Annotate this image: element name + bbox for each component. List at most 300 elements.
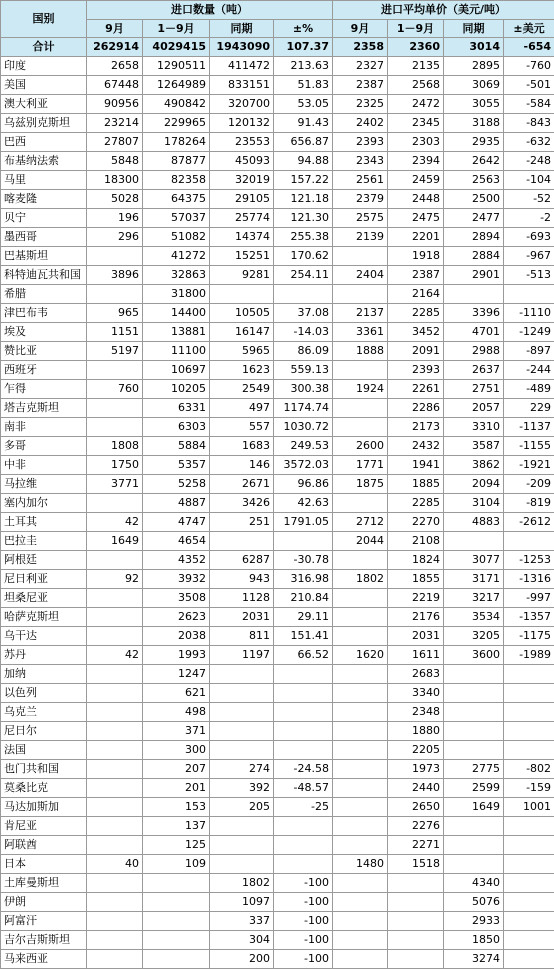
cell-price-ytd: 2108 xyxy=(388,532,444,551)
total-price-change: -654 xyxy=(504,38,554,57)
total-qty-ytd: 4029415 xyxy=(143,38,210,57)
cell-qty-ytd: 4654 xyxy=(143,532,210,551)
table-row xyxy=(1,532,554,551)
cell-qty-sep xyxy=(87,893,143,912)
cell-qty-sep: 42 xyxy=(87,513,143,532)
cell-price-change xyxy=(504,722,554,741)
table-row xyxy=(1,665,554,684)
cell-qty-sep xyxy=(87,741,143,760)
cell-price-change xyxy=(504,836,554,855)
cell-price-ytd: 2348 xyxy=(388,703,444,722)
cell-qty-change: 53.05 xyxy=(274,95,333,114)
table-row xyxy=(1,133,554,152)
cell-qty-prior: 15251 xyxy=(210,247,274,266)
cell-price-prior: 2884 xyxy=(444,247,504,266)
cell-price-prior: 3587 xyxy=(444,437,504,456)
cell-country: 美国 xyxy=(1,76,87,95)
cell-qty-prior: 2549 xyxy=(210,380,274,399)
cell-qty-prior xyxy=(210,684,274,703)
cell-price-prior: 2477 xyxy=(444,209,504,228)
cell-qty-ytd: 137 xyxy=(143,817,210,836)
cell-qty-prior: 120132 xyxy=(210,114,274,133)
cell-qty-ytd: 5884 xyxy=(143,437,210,456)
cell-qty-change: 170.62 xyxy=(274,247,333,266)
total-price-prior: 3014 xyxy=(444,38,504,57)
cell-qty-prior xyxy=(210,855,274,874)
sub-header-qty-change: ±% xyxy=(274,20,333,38)
table-row xyxy=(1,589,554,608)
cell-price-prior xyxy=(444,722,504,741)
cell-country: 津巴布韦 xyxy=(1,304,87,323)
cell-qty-ytd xyxy=(143,912,210,931)
cell-country: 阿根廷 xyxy=(1,551,87,570)
table-row xyxy=(1,456,554,475)
table-row xyxy=(1,608,554,627)
cell-price-sep xyxy=(333,817,388,836)
cell-price-sep xyxy=(333,874,388,893)
cell-country: 莫桑比克 xyxy=(1,779,87,798)
sub-header-qty-ytd: 1－9月 xyxy=(143,20,210,38)
cell-price-sep: 2402 xyxy=(333,114,388,133)
cell-price-prior xyxy=(444,741,504,760)
cell-price-change: -513 xyxy=(504,266,554,285)
cell-qty-ytd: 498 xyxy=(143,703,210,722)
cell-qty-sep: 42 xyxy=(87,646,143,665)
cell-price-change: -997 xyxy=(504,589,554,608)
cell-qty-prior: 1097 xyxy=(210,893,274,912)
cell-qty-prior: 10505 xyxy=(210,304,274,323)
cell-price-sep: 1875 xyxy=(333,475,388,494)
cell-price-ytd: 2219 xyxy=(388,589,444,608)
cell-country: 尼日尔 xyxy=(1,722,87,741)
cell-qty-prior xyxy=(210,817,274,836)
cell-qty-change: 37.08 xyxy=(274,304,333,323)
cell-price-sep xyxy=(333,361,388,380)
table-row xyxy=(1,627,554,646)
cell-qty-ytd: 300 xyxy=(143,741,210,760)
cell-price-prior xyxy=(444,703,504,722)
cell-qty-sep xyxy=(87,798,143,817)
sub-header-price-ytd: 1－9月 xyxy=(388,20,444,38)
cell-qty-sep: 296 xyxy=(87,228,143,247)
cell-qty-change: 316.98 xyxy=(274,570,333,589)
cell-qty-sep xyxy=(87,361,143,380)
cell-price-ytd: 1973 xyxy=(388,760,444,779)
table-row xyxy=(1,551,554,570)
cell-qty-sep: 1750 xyxy=(87,456,143,475)
cell-country: 土耳其 xyxy=(1,513,87,532)
cell-qty-sep: 90956 xyxy=(87,95,143,114)
cell-country: 埃及 xyxy=(1,323,87,342)
cell-price-change: 229 xyxy=(504,399,554,418)
table-row xyxy=(1,76,554,95)
total-row xyxy=(1,38,554,57)
cell-price-change xyxy=(504,931,554,950)
cell-country: 马里 xyxy=(1,171,87,190)
cell-price-sep xyxy=(333,950,388,969)
cell-price-ytd xyxy=(388,950,444,969)
cell-price-prior: 3534 xyxy=(444,608,504,627)
table-row xyxy=(1,475,554,494)
cell-qty-change: 1174.74 xyxy=(274,399,333,418)
cell-price-sep: 2137 xyxy=(333,304,388,323)
cell-qty-change: 121.18 xyxy=(274,190,333,209)
cell-price-change xyxy=(504,950,554,969)
cell-qty-change: 559.13 xyxy=(274,361,333,380)
cell-country: 乌克兰 xyxy=(1,703,87,722)
cell-price-ytd: 2459 xyxy=(388,171,444,190)
cell-qty-ytd: 32863 xyxy=(143,266,210,285)
cell-qty-prior: 2671 xyxy=(210,475,274,494)
cell-qty-change: 213.63 xyxy=(274,57,333,76)
cell-qty-sep xyxy=(87,874,143,893)
cell-qty-ytd: 4352 xyxy=(143,551,210,570)
country-column-header: 国别 xyxy=(1,1,87,38)
cell-qty-change: 656.87 xyxy=(274,133,333,152)
cell-price-prior: 3217 xyxy=(444,589,504,608)
cell-qty-change xyxy=(274,722,333,741)
cell-price-sep: 3361 xyxy=(333,323,388,342)
cell-qty-sep xyxy=(87,494,143,513)
cell-price-change xyxy=(504,817,554,836)
cell-qty-change xyxy=(274,741,333,760)
cell-qty-ytd xyxy=(143,893,210,912)
cell-qty-sep: 1808 xyxy=(87,437,143,456)
cell-price-change xyxy=(504,893,554,912)
cell-price-change xyxy=(504,532,554,551)
cell-price-sep xyxy=(333,494,388,513)
cell-price-change: 1001 xyxy=(504,798,554,817)
cell-price-sep: 2139 xyxy=(333,228,388,247)
cell-qty-ytd: 125 xyxy=(143,836,210,855)
cell-qty-prior: 251 xyxy=(210,513,274,532)
cell-price-ytd: 2285 xyxy=(388,304,444,323)
table-row xyxy=(1,874,554,893)
cell-price-prior xyxy=(444,665,504,684)
cell-price-change: -843 xyxy=(504,114,554,133)
cell-qty-sep: 760 xyxy=(87,380,143,399)
table-row xyxy=(1,494,554,513)
cell-price-change: -248 xyxy=(504,152,554,171)
cell-country: 赞比亚 xyxy=(1,342,87,361)
cell-price-prior: 3862 xyxy=(444,456,504,475)
cell-country: 加纳 xyxy=(1,665,87,684)
import-price-header: 进口平均单价（美元/吨） xyxy=(333,1,554,20)
cell-price-prior: 2637 xyxy=(444,361,504,380)
cell-price-ytd: 2650 xyxy=(388,798,444,817)
cell-qty-sep xyxy=(87,703,143,722)
cell-country: 马拉维 xyxy=(1,475,87,494)
cell-price-prior: 2935 xyxy=(444,133,504,152)
cell-price-sep: 2575 xyxy=(333,209,388,228)
cell-price-sep: 2343 xyxy=(333,152,388,171)
table-row xyxy=(1,684,554,703)
table-row xyxy=(1,893,554,912)
table-row xyxy=(1,399,554,418)
cell-price-ytd xyxy=(388,931,444,950)
cell-qty-change: 157.22 xyxy=(274,171,333,190)
cell-price-sep xyxy=(333,247,388,266)
cell-price-change: -1921 xyxy=(504,456,554,475)
cell-price-change xyxy=(504,285,554,304)
cell-qty-change: 86.09 xyxy=(274,342,333,361)
cell-price-ytd: 2432 xyxy=(388,437,444,456)
cell-price-prior: 3171 xyxy=(444,570,504,589)
cell-qty-sep xyxy=(87,722,143,741)
table-row xyxy=(1,285,554,304)
cell-qty-prior: 1683 xyxy=(210,437,274,456)
cell-qty-sep xyxy=(87,551,143,570)
cell-qty-sep: 3896 xyxy=(87,266,143,285)
table-row xyxy=(1,570,554,589)
cell-price-change: -693 xyxy=(504,228,554,247)
cell-qty-ytd: 3508 xyxy=(143,589,210,608)
cell-country: 土库曼斯坦 xyxy=(1,874,87,893)
cell-qty-change xyxy=(274,665,333,684)
cell-qty-ytd: 621 xyxy=(143,684,210,703)
table-row xyxy=(1,323,554,342)
cell-qty-change: 1791.05 xyxy=(274,513,333,532)
cell-qty-change: 254.11 xyxy=(274,266,333,285)
cell-price-change xyxy=(504,741,554,760)
table-row xyxy=(1,703,554,722)
cell-qty-ytd: 51082 xyxy=(143,228,210,247)
cell-price-ytd: 2091 xyxy=(388,342,444,361)
cell-price-ytd: 1941 xyxy=(388,456,444,475)
cell-qty-change: -100 xyxy=(274,950,333,969)
cell-price-prior: 5076 xyxy=(444,893,504,912)
cell-country: 吉尔吉斯斯坦 xyxy=(1,931,87,950)
cell-price-change xyxy=(504,912,554,931)
cell-price-prior: 3205 xyxy=(444,627,504,646)
cell-qty-change: 66.52 xyxy=(274,646,333,665)
cell-price-prior xyxy=(444,836,504,855)
cell-price-change xyxy=(504,665,554,684)
cell-price-sep: 1888 xyxy=(333,342,388,361)
cell-qty-change: 94.88 xyxy=(274,152,333,171)
cell-price-change: -1137 xyxy=(504,418,554,437)
cell-price-prior xyxy=(444,817,504,836)
table-row xyxy=(1,950,554,969)
table-row xyxy=(1,646,554,665)
cell-qty-ytd xyxy=(143,931,210,950)
cell-qty-ytd: 5357 xyxy=(143,456,210,475)
table-row xyxy=(1,931,554,950)
cell-country: 西班牙 xyxy=(1,361,87,380)
cell-qty-ytd: 1993 xyxy=(143,646,210,665)
cell-country: 也门共和国 xyxy=(1,760,87,779)
cell-price-ytd xyxy=(388,874,444,893)
cell-price-ytd: 2271 xyxy=(388,836,444,855)
cell-price-sep: 2600 xyxy=(333,437,388,456)
cell-qty-change: -100 xyxy=(274,893,333,912)
cell-qty-sep: 92 xyxy=(87,570,143,589)
cell-qty-change xyxy=(274,817,333,836)
cell-qty-change: 151.41 xyxy=(274,627,333,646)
cell-qty-prior xyxy=(210,836,274,855)
cell-price-change: -1249 xyxy=(504,323,554,342)
cell-price-change: -1316 xyxy=(504,570,554,589)
cell-price-change: -819 xyxy=(504,494,554,513)
cell-price-change: -489 xyxy=(504,380,554,399)
cell-price-sep: 1771 xyxy=(333,456,388,475)
cell-qty-prior: 304 xyxy=(210,931,274,950)
cell-country: 苏丹 xyxy=(1,646,87,665)
cell-qty-prior: 5965 xyxy=(210,342,274,361)
cell-qty-prior: 205 xyxy=(210,798,274,817)
cell-price-change: -1357 xyxy=(504,608,554,627)
cell-qty-change: -30.78 xyxy=(274,551,333,570)
cell-qty-prior: 497 xyxy=(210,399,274,418)
cell-qty-prior: 3426 xyxy=(210,494,274,513)
cell-qty-sep: 5848 xyxy=(87,152,143,171)
cell-qty-sep: 1649 xyxy=(87,532,143,551)
cell-price-change: -2 xyxy=(504,209,554,228)
cell-price-prior: 3310 xyxy=(444,418,504,437)
cell-qty-change: -100 xyxy=(274,912,333,931)
cell-qty-ytd: 3932 xyxy=(143,570,210,589)
sub-header-price-sep: 9月 xyxy=(333,20,388,38)
cell-country: 阿联酋 xyxy=(1,836,87,855)
cell-price-ytd: 1855 xyxy=(388,570,444,589)
cell-country: 印度 xyxy=(1,57,87,76)
cell-price-ytd: 2031 xyxy=(388,627,444,646)
cell-country: 澳大利亚 xyxy=(1,95,87,114)
cell-qty-sep xyxy=(87,817,143,836)
cell-qty-sep xyxy=(87,418,143,437)
cell-price-change: -159 xyxy=(504,779,554,798)
cell-country: 肯尼亚 xyxy=(1,817,87,836)
cell-price-ytd: 2261 xyxy=(388,380,444,399)
cell-qty-sep xyxy=(87,665,143,684)
table-row xyxy=(1,912,554,931)
cell-price-change: -2612 xyxy=(504,513,554,532)
cell-qty-ytd: 2038 xyxy=(143,627,210,646)
cell-price-sep xyxy=(333,608,388,627)
cell-price-prior: 1850 xyxy=(444,931,504,950)
cell-price-ytd: 2173 xyxy=(388,418,444,437)
cell-price-prior: 2933 xyxy=(444,912,504,931)
cell-country: 中非 xyxy=(1,456,87,475)
cell-price-ytd: 3340 xyxy=(388,684,444,703)
cell-price-prior: 2751 xyxy=(444,380,504,399)
cell-price-prior: 3188 xyxy=(444,114,504,133)
cell-qty-prior: 337 xyxy=(210,912,274,931)
cell-price-prior: 4701 xyxy=(444,323,504,342)
cell-price-sep xyxy=(333,741,388,760)
cell-qty-prior: 320700 xyxy=(210,95,274,114)
cell-qty-sep xyxy=(87,589,143,608)
table-row xyxy=(1,437,554,456)
cell-qty-ytd: 4887 xyxy=(143,494,210,513)
cell-price-change: -967 xyxy=(504,247,554,266)
cell-country: 巴西 xyxy=(1,133,87,152)
cell-qty-ytd: 153 xyxy=(143,798,210,817)
cell-qty-change: 300.38 xyxy=(274,380,333,399)
table-row xyxy=(1,228,554,247)
cell-qty-sep: 2658 xyxy=(87,57,143,76)
cell-price-sep: 2044 xyxy=(333,532,388,551)
cell-qty-prior: 557 xyxy=(210,418,274,437)
cell-qty-prior xyxy=(210,703,274,722)
cell-qty-prior: 16147 xyxy=(210,323,274,342)
cell-price-change xyxy=(504,684,554,703)
cell-price-prior: 3055 xyxy=(444,95,504,114)
cell-price-prior: 2500 xyxy=(444,190,504,209)
cell-qty-ytd: 5258 xyxy=(143,475,210,494)
cell-price-prior xyxy=(444,285,504,304)
cell-price-ytd: 1824 xyxy=(388,551,444,570)
table-row xyxy=(1,779,554,798)
cell-qty-ytd: 41272 xyxy=(143,247,210,266)
cell-price-ytd: 2345 xyxy=(388,114,444,133)
cell-qty-ytd xyxy=(143,874,210,893)
cell-qty-sep xyxy=(87,931,143,950)
table-row xyxy=(1,760,554,779)
cell-qty-prior: 1197 xyxy=(210,646,274,665)
cell-qty-prior: 200 xyxy=(210,950,274,969)
cell-country: 科特迪瓦共和国 xyxy=(1,266,87,285)
cell-price-change: -1253 xyxy=(504,551,554,570)
cell-qty-change: 51.83 xyxy=(274,76,333,95)
cell-price-prior: 2894 xyxy=(444,228,504,247)
cell-country: 喀麦隆 xyxy=(1,190,87,209)
cell-qty-prior: 811 xyxy=(210,627,274,646)
cell-country: 塔吉克斯坦 xyxy=(1,399,87,418)
table-row xyxy=(1,418,554,437)
cell-qty-ytd: 13881 xyxy=(143,323,210,342)
cell-price-sep xyxy=(333,703,388,722)
cell-qty-sep: 1151 xyxy=(87,323,143,342)
table-row xyxy=(1,304,554,323)
cell-qty-ytd: 2623 xyxy=(143,608,210,627)
cell-qty-change: 91.43 xyxy=(274,114,333,133)
cell-qty-sep xyxy=(87,684,143,703)
cell-qty-sep: 18300 xyxy=(87,171,143,190)
cell-country: 南非 xyxy=(1,418,87,437)
cell-country: 乌兹别克斯坦 xyxy=(1,114,87,133)
cell-qty-ytd: 207 xyxy=(143,760,210,779)
cell-price-change xyxy=(504,703,554,722)
cell-qty-ytd: 64375 xyxy=(143,190,210,209)
table-row xyxy=(1,513,554,532)
cell-qty-ytd: 6331 xyxy=(143,399,210,418)
cell-qty-ytd: 229965 xyxy=(143,114,210,133)
cell-price-ytd: 1611 xyxy=(388,646,444,665)
cell-price-sep: 2561 xyxy=(333,171,388,190)
table-row xyxy=(1,190,554,209)
total-qty-sep: 262914 xyxy=(87,38,143,57)
cell-price-ytd: 3452 xyxy=(388,323,444,342)
cell-price-sep xyxy=(333,665,388,684)
cell-country: 乌干达 xyxy=(1,627,87,646)
cell-qty-change: -25 xyxy=(274,798,333,817)
cell-qty-change: 249.53 xyxy=(274,437,333,456)
cell-price-ytd: 2440 xyxy=(388,779,444,798)
cell-price-change: -1175 xyxy=(504,627,554,646)
cell-price-prior: 2642 xyxy=(444,152,504,171)
cell-qty-ytd: 1290511 xyxy=(143,57,210,76)
cell-qty-change xyxy=(274,684,333,703)
cell-price-sep: 2327 xyxy=(333,57,388,76)
cell-price-change: -209 xyxy=(504,475,554,494)
cell-price-change: -501 xyxy=(504,76,554,95)
cell-country: 巴基斯坦 xyxy=(1,247,87,266)
cell-price-prior: 3274 xyxy=(444,950,504,969)
cell-price-sep: 1802 xyxy=(333,570,388,589)
cell-price-ytd: 2286 xyxy=(388,399,444,418)
cell-qty-prior: 9281 xyxy=(210,266,274,285)
